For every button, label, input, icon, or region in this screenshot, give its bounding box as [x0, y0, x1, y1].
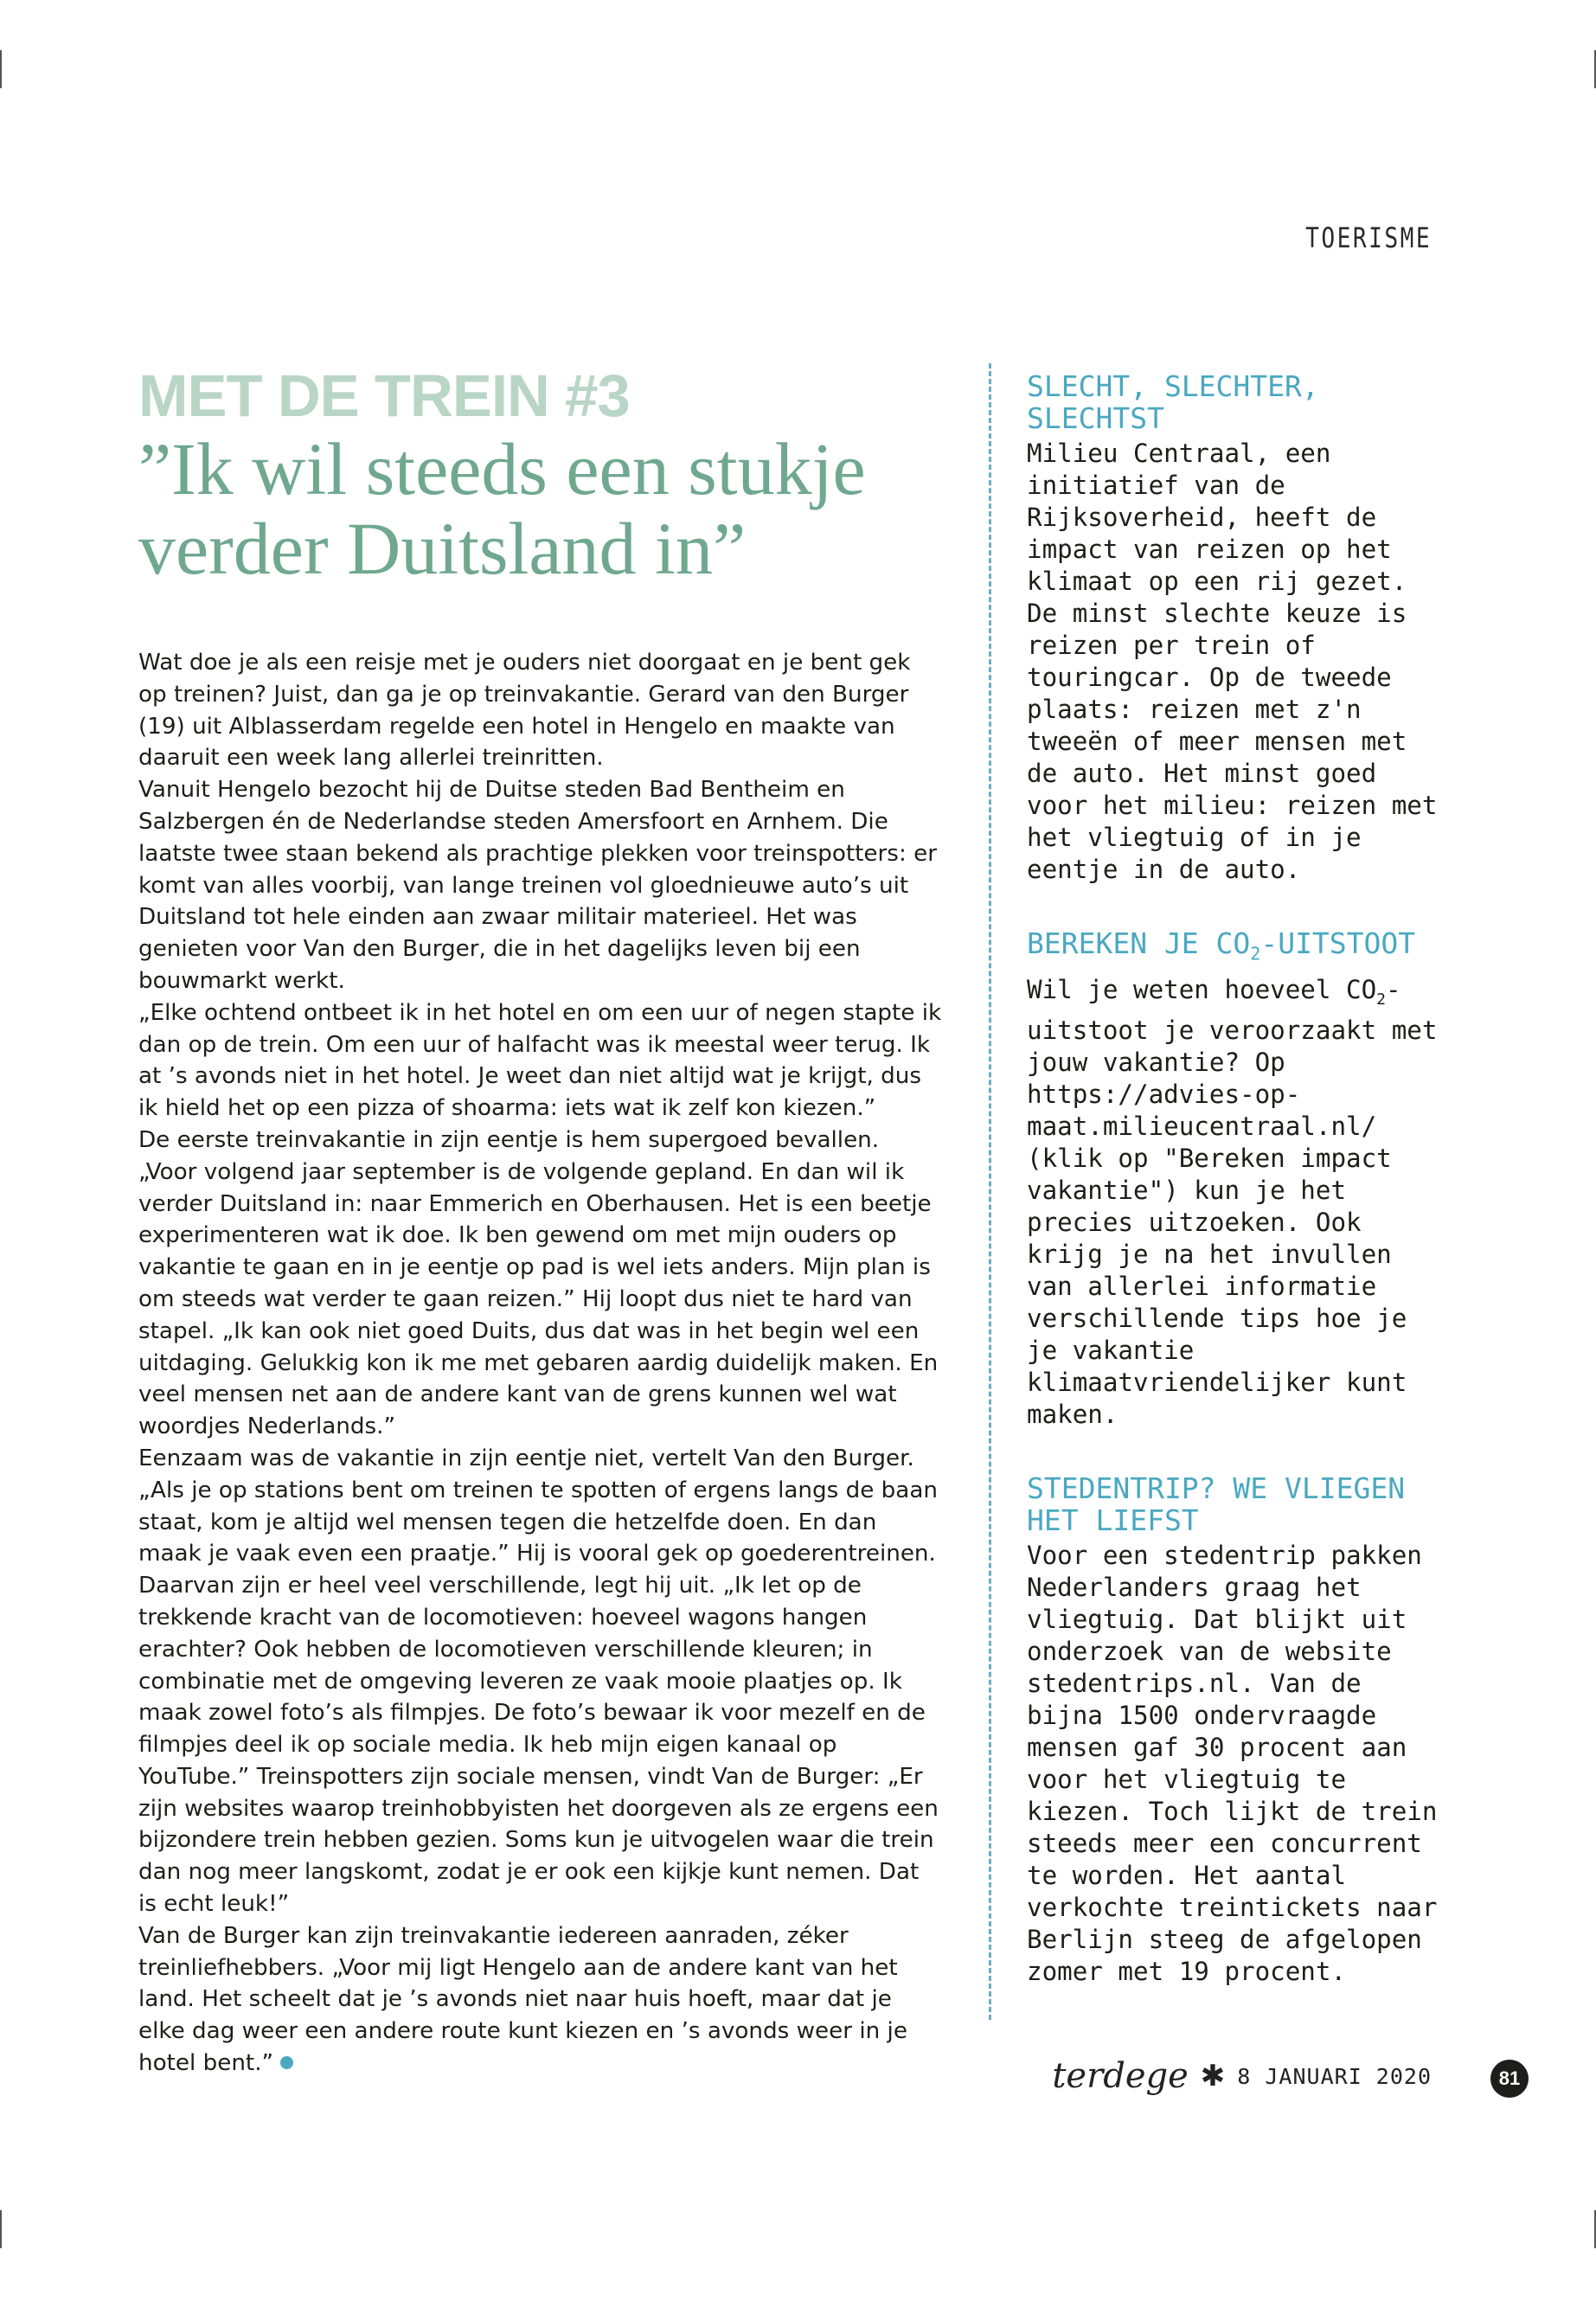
sidebar-text: Voor een stedentrip pakken Nederlanders graag het vliegtuig. Dat blijkt uit onderzoek van de website stedentrips.nl. Van de bijna 1500 ondervraagde mensen gaf 30 procent aan voor het vliegtuig te kiezen. Toch lijkt de trein steeds meer een concurrent te worden. Het aantal verkochte treintickets naar Berlijn steeg de afgelopen zomer met 19 procent. [1027, 1541, 1438, 1987]
crop-mark [0, 50, 2, 88]
article-headline: ”Ik wil steeds een stukje verder Duitsland in” [138, 427, 866, 590]
subscript-2: 2 [1250, 943, 1261, 965]
sidebar-title: SLECHT, SLECHTER, SLECHTST [1027, 369, 1319, 435]
page-footer [1052, 2050, 1432, 2102]
sidebar-block-city-trip [1027, 1472, 1442, 1988]
body-paragraph-text: Van de Burger kan zijn treinvakantie iedereen aanraden, zéker treinliefhebbers. „Voor mij ligt Hengelo aan de andere kant van het land. Het scheelt dat je ’s avonds niet naar huis hoeft, maar dat je elke dag weer een andere route kunt kiezen en ’s avonds weer in je hotel bent.” [138, 1922, 907, 2077]
subscript-2: 2 [1376, 990, 1387, 1009]
page-number: 81 [1490, 2060, 1529, 2098]
body-paragraph: Eenzaam was de vakantie in zijn eentje niet, vertelt Van den Burger. „Als je op stations bent om treinen te spotten of ergens langs de baan staat, kom je altijd wel mensen tegen die hetzelfde doen. En dan maak je vaak even een praatje.” Hij is vooral gek op goederentreinen. Daarvan zijn er heel veel verschillende, legt hij uit. „Ik let op de trekkende kracht van de locomotieven: hoeveel wagons hangen erachter? Ook hebben de locomotieven verschillende kleuren; in combinatie met de omgeving leveren ze vaak mooie plaatjes op. Ik maak zowel foto’s als filmpjes. De foto’s bewaar ik voor mezelf en de filmpjes deel ik op sociale media. Ik heb mijn eigen kanaal op YouTube.” Treinspotters zijn sociale mensen, vindt Van de Burger: „Er zijn websites waarop treinhobbyisten het doorgeven als ze ergens een bijzondere trein hebben gezien. Soms kun je uitvogelen waar die trein dan nog meer langskomt, zodat je er ook een kijkje kunt nemen. Dat is echt leuk!” [138, 1445, 939, 1918]
sidebar [1027, 370, 1442, 2029]
body-paragraph: De eerste treinvakantie in zijn eentje is hem supergoed bevallen. „Voor volgend jaar september is de volgende gepland. En dan wil ik verder Duitsland in: naar Emmerich en Oberhausen. Het is een beetje experimenteren wat ik doe. Ik ben gewend om met mijn ouders op vakantie te gaan en in je eentje op pad is wel iets anders. Mijn plan is om steeds wat verder te gaan reizen.” Hij loopt dus niet te hard van stapel. „Ik kan ook niet goed Duits, dus dat was in het begin wel een uitdaging. Gelukkig kon ik me met gebaren aardig duidelijk maken. En veel mensen net aan de andere kant van de grens kunnen wel wat woordjes Nederlands.” [138, 1126, 939, 1440]
sidebar-text: Milieu Centraal, een initiatief van de Rijksoverheid, heeft de impact van reizen op het klimaat op een rij gezet. De minst slechte keuze is reizen per trein of touringcar. Op de tweede plaats: reizen met z'n tweeën of meer mensen met de auto. Het minst goed voor het milieu: reizen met het vliegtuig of in je eentje in de auto. [1027, 439, 1438, 884]
body-paragraph-last [138, 1920, 943, 2080]
magazine-brand: terdege [1052, 2056, 1189, 2096]
issue-date: 8 JANUARI 2020 [1237, 2063, 1432, 2089]
body-paragraph: Vanuit Hengelo bezocht hij de Duitse steden Bad Bentheim en Salzbergen én de Nederlandse steden Amersfoort en Arnhem. Die laatste twee staan bekend als prachtige plekken voor treinspotters: er komt van alles voorbij, van lange treinen vol gloednieuwe auto’s uit Duitsland tot hele einden aan zwaar militair materieel. Het was genieten voor Van den Burger, die in het dagelijks leven bij een bouwmarkt werkt. [138, 777, 937, 994]
crop-mark [0, 2210, 2, 2248]
sidebar-text [1027, 974, 1442, 1432]
body-paragraph: Wat doe je als een reisje met je ouders niet doorgaat en je bent gek op treinen? Juist, dan ga je op treinvakantie. Gerard van den Burger (19) uit Alblasserdam regelde een hotel in Hengelo en maakte van daaruit een week lang allerlei treinritten. [138, 650, 911, 772]
sidebar-title-part: -UITSTOOT [1260, 926, 1416, 960]
sidebar-text-part: -uitstoot je veroorzaakt met jouw vakantie? Op https://advies-op-maat.milieucentraal.nl/ (klik op "Bereken impact vakantie") kun je het precies uitzoeken. Ook krijg je na het invullen van allerlei informatie verschillende tips hoe je je vakantie klimaatvriendelijker kunt maken. [1027, 974, 1438, 1430]
sidebar-title: STEDENTRIP? WE VLIEGEN HET LIEFST [1027, 1471, 1406, 1538]
sidebar-text-part: Wil je weten hoeveel CO [1027, 974, 1377, 1004]
article-body [138, 647, 943, 2080]
body-paragraph: „Elke ochtend ontbeet ik in het hotel en om een uur of negen stapte ik dan op de trein. Om een uur of halfacht was ik meestal weer terug. Ik at ’s avonds niet in het hotel. Je weet dan niet altijd wat je krijgt, dus ik hield het op een pizza of shoarma: iets wat ik zelf kon kiezen.” [138, 999, 942, 1122]
asterisk-icon: ✱ [1200, 2059, 1226, 2093]
column-divider [989, 363, 991, 2020]
section-label: TOERISME [1304, 221, 1432, 254]
sidebar-title-part: BEREKEN JE CO [1027, 926, 1251, 960]
sidebar-block-travel-impact [1027, 370, 1442, 886]
sidebar-title [1027, 927, 1442, 971]
sidebar-block-co2 [1027, 927, 1442, 1431]
article-kicker: MET DE TREIN #3 [138, 362, 630, 429]
end-of-article-dot-icon [280, 2056, 293, 2069]
